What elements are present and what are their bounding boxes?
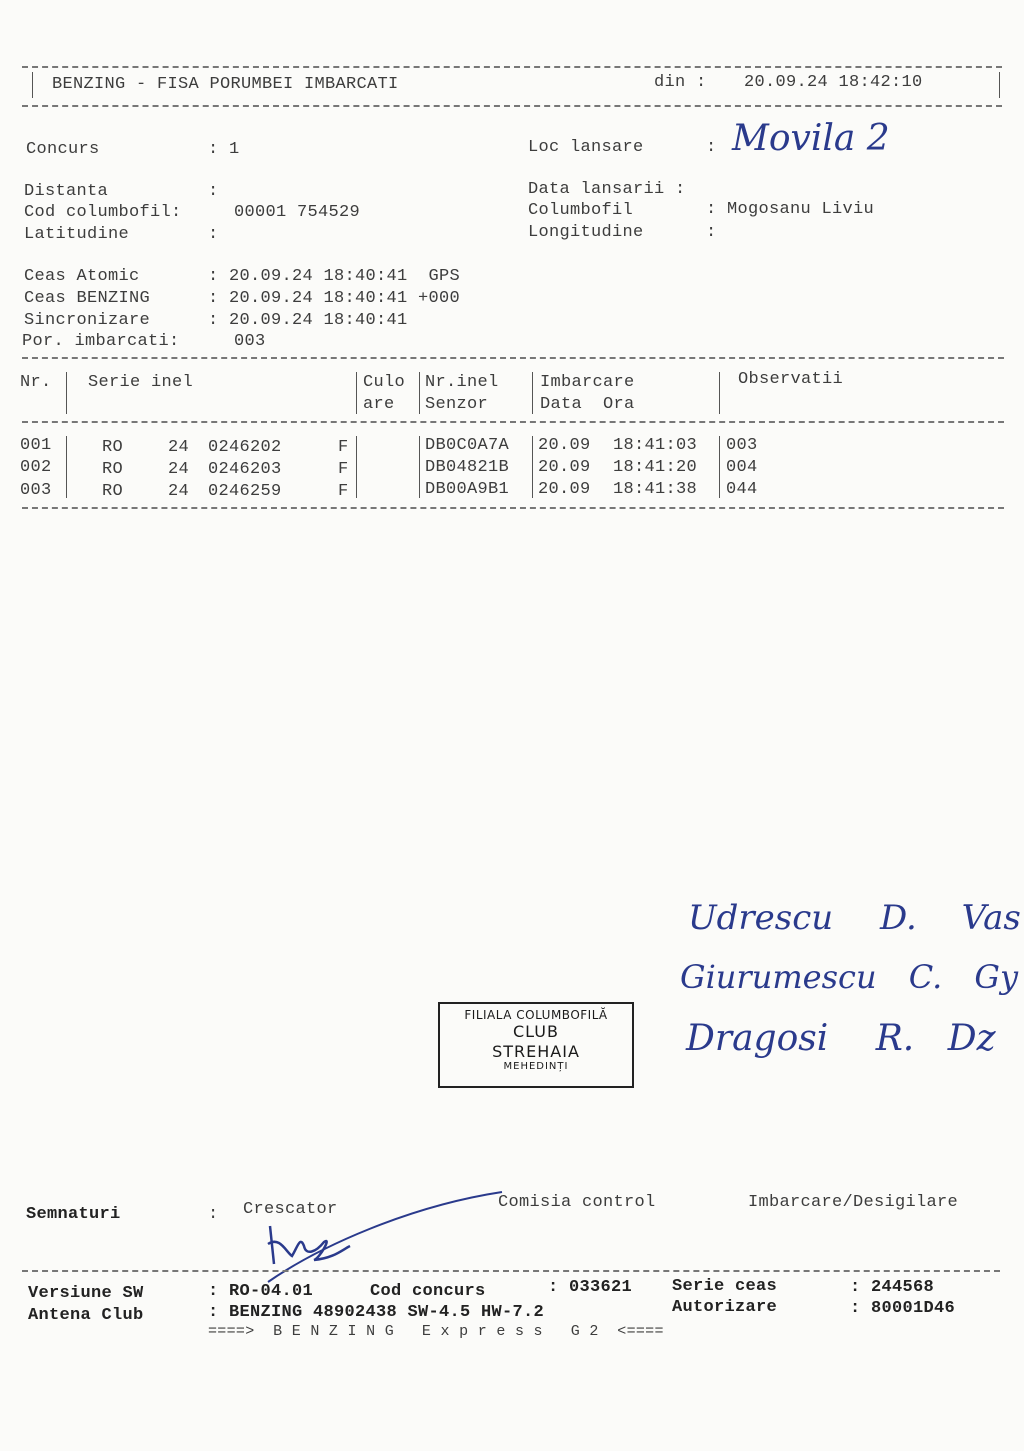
serie-ceas-label: Serie ceas: [672, 1277, 778, 1296]
table-col-divider: [419, 372, 420, 414]
signature-line-1: [688, 898, 1021, 938]
benzing-express-banner: ====> B E N Z I N G E x p r e s s G 2 <====: [208, 1323, 664, 1340]
signature-initial: C.: [908, 958, 943, 996]
loc-lansare-sep: :: [706, 138, 717, 157]
row-obs: 003: [726, 436, 758, 455]
row-senzor: DB00A9B1: [425, 480, 510, 499]
row-sex: F: [338, 482, 349, 501]
antena-club-value: : BENZING 48902438 SW-4.5 HW-7.2: [208, 1303, 545, 1322]
table-bottom-rule: [22, 507, 1004, 509]
table-col-divider: [532, 372, 533, 414]
distanta-value: :: [208, 182, 219, 201]
cod-columbofil-label: Cod columbofil:: [24, 203, 182, 222]
row-sex: F: [338, 438, 349, 457]
col-nr-header: Nr.: [20, 373, 52, 392]
row-tara: RO: [102, 460, 124, 479]
row-ora: 18:41:38: [613, 480, 698, 499]
cod-columbofil-value: 00001 754529: [234, 203, 361, 222]
row-an: 24: [168, 482, 190, 501]
signature-line-3: [686, 1018, 996, 1059]
header-bottom-rule: [22, 105, 1002, 107]
table-col-divider: [719, 372, 720, 414]
stamp-line-1: FILIALA COLUMBOFILĂ: [464, 1008, 608, 1022]
table-top-rule: [22, 357, 1004, 359]
col-nrinel-header-2: Senzor: [425, 395, 489, 414]
row-an: 24: [168, 460, 190, 479]
signature-name: Dragosi: [686, 1018, 829, 1059]
row-inel: 0246259: [208, 482, 282, 501]
signature-initial: D.: [880, 898, 917, 938]
row-senzor: DB0C0A7A: [425, 436, 510, 455]
col-culoare-header: Culo: [363, 373, 406, 392]
row-obs: 044: [726, 480, 758, 499]
table-body-divider: [419, 436, 420, 498]
loc-lansare-label: Loc lansare: [528, 138, 644, 157]
footer-rule: [22, 1270, 1000, 1272]
row-data: 20.09: [538, 458, 591, 477]
signature-line-2: [680, 958, 1018, 996]
row-ora: 18:41:20: [613, 458, 698, 477]
loc-lansare-handwritten: Movila 2: [732, 118, 890, 159]
imbarcare-desigilare-label: Imbarcare/Desigilare: [748, 1193, 959, 1212]
por-imbarcati-label: Por. imbarcati:: [22, 332, 180, 351]
row-inel: 0246203: [208, 460, 282, 479]
table-body-divider: [66, 436, 67, 498]
table-col-divider: [66, 372, 67, 414]
columbofil-label: Columbofil: [528, 201, 634, 220]
sincronizare-label: Sincronizare: [24, 311, 151, 330]
concurs-label: Concurs: [26, 140, 100, 159]
semnaturi-label: Semnaturi: [26, 1205, 121, 1224]
col-observatii-header: Observatii: [738, 370, 844, 389]
distanta-label: Distanta: [24, 182, 109, 201]
versiune-sw-label: Versiune SW: [28, 1284, 144, 1303]
versiune-sw-value: : RO-04.01: [208, 1282, 314, 1301]
sincronizare-value: : 20.09.24 18:40:41: [208, 311, 408, 330]
row-obs: 004: [726, 458, 758, 477]
cod-concurs-label: Cod concurs: [370, 1282, 486, 1301]
signature-mark: Gy: [974, 958, 1019, 996]
ceas-benzing-label: Ceas BENZING: [24, 289, 151, 308]
ceas-atomic-label: Ceas Atomic: [24, 267, 140, 286]
report-title: BENZING - FISA PORUMBEI IMBARCATI: [52, 75, 399, 94]
report-din-label: din :: [654, 73, 707, 92]
data-lansarii-label: Data lansarii :: [528, 180, 686, 199]
row-inel: 0246202: [208, 438, 282, 457]
row-data: 20.09: [538, 436, 591, 455]
comisia-control-label: Comisia control: [498, 1193, 656, 1212]
signature-name: Udrescu: [688, 898, 834, 938]
table-body-divider: [356, 436, 357, 498]
signature-name: Giurumescu: [680, 958, 877, 996]
header-right-border: [999, 72, 1000, 98]
ceas-atomic-value: : 20.09.24 18:40:41 GPS: [208, 267, 461, 286]
row-nr: 001: [20, 436, 52, 455]
longitudine-value: :: [706, 223, 717, 242]
row-tara: RO: [102, 482, 124, 501]
serie-ceas-value: : 244568: [850, 1278, 935, 1297]
latitudine-value: :: [208, 225, 219, 244]
signature-mark: Vas: [961, 898, 1021, 938]
stamp-line-3: STREHAIA: [492, 1041, 580, 1061]
concurs-value: : 1: [208, 140, 240, 159]
col-imbarcare-header-2: Data Ora: [540, 395, 635, 414]
row-nr: 003: [20, 481, 52, 500]
col-culoare-header-2: are: [363, 395, 395, 414]
autorizare-label: Autorizare: [672, 1298, 778, 1317]
table-body-divider: [719, 436, 720, 498]
col-nrinel-header: Nr.inel: [425, 373, 499, 392]
ceas-benzing-value: : 20.09.24 18:40:41 +000: [208, 289, 461, 308]
antena-club-label: Antena Club: [28, 1306, 144, 1325]
stamp-line-4: MEHEDINȚI: [503, 1060, 569, 1072]
columbofil-value: : Mogosanu Liviu: [706, 200, 875, 219]
longitudine-label: Longitudine: [528, 223, 644, 242]
autorizare-value: : 80001D46: [850, 1299, 956, 1318]
table-col-divider: [356, 372, 357, 414]
latitudine-label: Latitudine: [24, 225, 130, 244]
row-sex: F: [338, 460, 349, 479]
header-top-rule: [22, 66, 1002, 68]
por-imbarcati-value: 003: [234, 332, 266, 351]
table-body-divider: [532, 436, 533, 498]
cod-concurs-value: : 033621: [548, 1278, 633, 1297]
report-datetime: 20.09.24 18:42:10: [744, 73, 923, 92]
signature-initial: R.: [875, 1018, 915, 1059]
row-ora: 18:41:03: [613, 436, 698, 455]
row-tara: RO: [102, 438, 124, 457]
table-header-rule: [22, 421, 1004, 423]
header-left-border: [32, 72, 33, 98]
crescator-label: Crescator: [243, 1200, 338, 1219]
row-data: 20.09: [538, 480, 591, 499]
row-an: 24: [168, 438, 190, 457]
col-imbarcare-header: Imbarcare: [540, 373, 635, 392]
col-serie-header: Serie inel: [88, 373, 194, 392]
club-stamp: [438, 1002, 634, 1088]
stamp-line-2: CLUB: [513, 1022, 559, 1042]
signature-mark: Dz: [947, 1018, 996, 1059]
row-nr: 002: [20, 458, 52, 477]
row-senzor: DB04821B: [425, 458, 510, 477]
semnaturi-sep: :: [208, 1205, 219, 1224]
